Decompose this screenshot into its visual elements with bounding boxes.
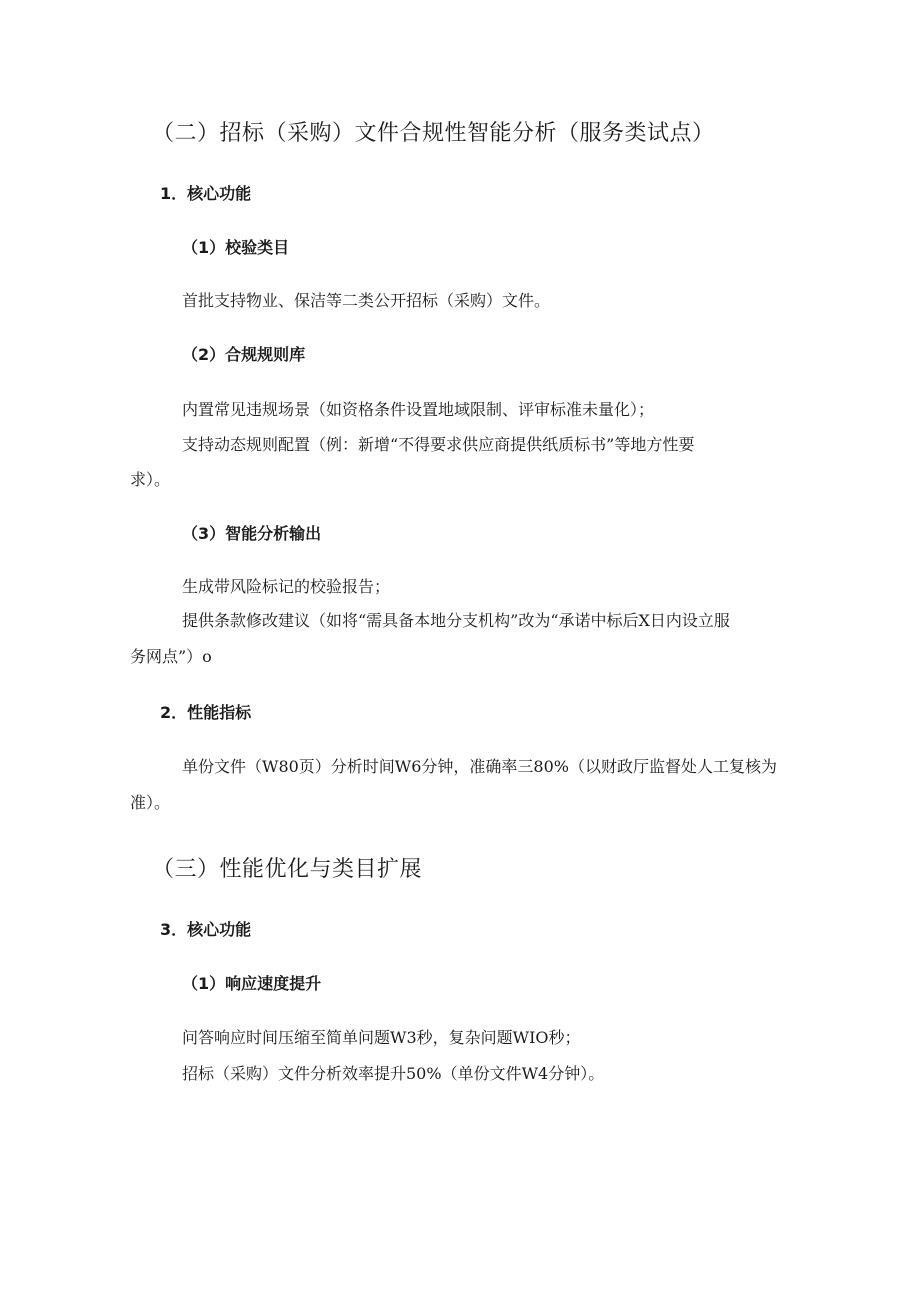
paragraph-continuation: 求）。 (130, 470, 171, 489)
item-heading: （1）响应速度提升 (182, 974, 322, 993)
paragraph-continuation: 准）。 (130, 793, 171, 812)
section-title: （二）招标（采购）文件合规性智能分析（服务类试点） (152, 121, 715, 146)
paragraph: 单份文件（W80页）分析时间W6分钟，准确率三80%（以财政厅监督处人工复核为 (182, 757, 777, 776)
paragraph: 支持动态规则配置（例：新增“不得要求供应商提供纸质标书”等地方性要 (182, 435, 695, 454)
paragraph: 生成带风险标记的校验报告； (182, 577, 391, 596)
paragraph: 提供条款修改建议（如将“需具备本地分支机构”改为“承诺中标后X日内设立服 (182, 611, 730, 630)
paragraph-continuation: 务网点”）o (130, 647, 212, 666)
item-heading: （3）智能分析输出 (182, 524, 322, 543)
paragraph: 问答响应时间压缩至简单问题W3秒，复杂问题WIO秒； (182, 1028, 581, 1047)
subsection-heading: 3．核心功能 (160, 920, 252, 939)
paragraph: 内置常见违规场景（如资格条件设置地域限制、评审标准未量化）； (182, 400, 655, 419)
paragraph: 首批支持物业、保洁等二类公开招标（采购）文件。 (182, 291, 551, 310)
item-heading: （2）合规规则库 (182, 345, 306, 364)
subsection-heading: 2．性能指标 (160, 703, 252, 722)
section-title: （三）性能优化与类目扩展 (152, 857, 423, 882)
subsection-heading: 1．核心功能 (160, 184, 252, 203)
paragraph: 招标（采购）文件分析效率提升50%（单份文件W4分钟）。 (182, 1064, 605, 1083)
item-heading: （1）校验类目 (182, 238, 290, 257)
